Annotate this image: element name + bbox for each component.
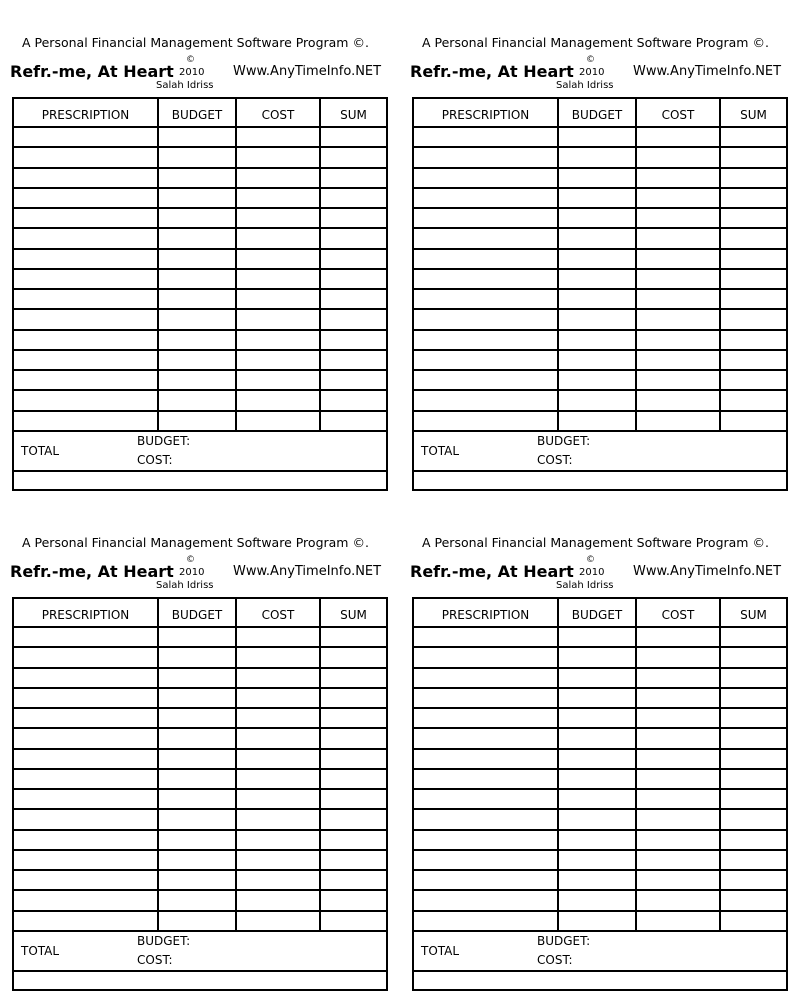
row-divider <box>14 167 386 169</box>
tagline: A Personal Financial Management Software Program ©. <box>422 35 769 50</box>
row-divider <box>414 889 786 891</box>
copyright-year: 2010 <box>579 67 605 78</box>
prescription-table <box>412 97 788 491</box>
author-name: Salah Idriss <box>156 580 214 591</box>
row-divider <box>14 329 386 331</box>
author-name: Salah Idriss <box>556 80 614 91</box>
column-header-prescription: PRESCRIPTION <box>41 108 130 122</box>
column-header-cost: COST <box>261 108 295 122</box>
row-divider <box>414 369 786 371</box>
copyright-symbol: © <box>586 555 595 565</box>
column-divider <box>719 99 721 432</box>
copyright-symbol: © <box>186 555 195 565</box>
app-title: Refr.-me, At Heart <box>10 562 174 581</box>
row-divider <box>414 268 786 270</box>
column-header-budget: BUDGET <box>571 608 623 622</box>
row-divider <box>14 808 386 810</box>
column-header-prescription: PRESCRIPTION <box>41 608 130 622</box>
row-divider <box>414 869 786 871</box>
app-title: Refr.-me, At Heart <box>410 62 574 81</box>
row-divider <box>14 349 386 351</box>
prescription-table <box>412 597 788 991</box>
column-divider <box>319 99 321 432</box>
header-divider <box>14 126 386 128</box>
total-budget-label: BUDGET: <box>137 434 191 448</box>
row-divider <box>414 748 786 750</box>
row-divider <box>14 687 386 689</box>
footer-strip-divider <box>414 970 786 972</box>
column-header-budget: BUDGET <box>571 108 623 122</box>
column-divider <box>635 599 637 932</box>
row-divider <box>414 707 786 709</box>
row-divider <box>414 727 786 729</box>
column-header-cost: COST <box>661 108 695 122</box>
row-divider <box>14 748 386 750</box>
row-divider <box>414 687 786 689</box>
row-divider <box>414 667 786 669</box>
row-divider <box>14 227 386 229</box>
total-label: TOTAL <box>421 444 460 458</box>
row-divider <box>414 308 786 310</box>
website-url: Www.AnyTimeInfo.NET <box>633 64 782 79</box>
row-divider <box>14 146 386 148</box>
row-divider <box>414 829 786 831</box>
column-divider <box>235 99 237 432</box>
column-divider <box>157 99 159 432</box>
website-url: Www.AnyTimeInfo.NET <box>233 564 382 579</box>
budget-card-top-right <box>410 30 790 500</box>
row-divider <box>14 849 386 851</box>
row-divider <box>14 207 386 209</box>
website-url: Www.AnyTimeInfo.NET <box>633 564 782 579</box>
footer-strip-divider <box>14 470 386 472</box>
column-divider <box>319 599 321 932</box>
column-header-cost: COST <box>661 608 695 622</box>
row-divider <box>414 410 786 412</box>
row-divider <box>414 389 786 391</box>
copyright-symbol: © <box>586 55 595 65</box>
total-budget-label: BUDGET: <box>137 934 191 948</box>
copyright-year: 2010 <box>179 67 205 78</box>
row-divider <box>414 808 786 810</box>
column-header-prescription: PRESCRIPTION <box>441 608 530 622</box>
row-divider <box>14 889 386 891</box>
footer-strip-divider <box>414 470 786 472</box>
row-divider <box>14 389 386 391</box>
app-title: Refr.-me, At Heart <box>10 62 174 81</box>
copyright-year: 2010 <box>579 567 605 578</box>
copyright-symbol: © <box>186 55 195 65</box>
author-name: Salah Idriss <box>156 80 214 91</box>
footer-strip-divider <box>14 970 386 972</box>
column-divider <box>557 599 559 932</box>
row-divider <box>14 829 386 831</box>
footer-divider <box>414 930 786 932</box>
total-budget-label: BUDGET: <box>537 934 591 948</box>
app-title: Refr.-me, At Heart <box>410 562 574 581</box>
row-divider <box>14 768 386 770</box>
website-url: Www.AnyTimeInfo.NET <box>233 64 382 79</box>
column-divider <box>719 599 721 932</box>
row-divider <box>414 167 786 169</box>
header-divider <box>14 626 386 628</box>
budget-card-bottom-right <box>410 530 790 1000</box>
total-cost-label: COST: <box>537 453 573 467</box>
row-divider <box>414 227 786 229</box>
column-header-sum: SUM <box>740 608 767 622</box>
column-header-budget: BUDGET <box>171 108 223 122</box>
prescription-table <box>12 597 388 991</box>
total-label: TOTAL <box>421 944 460 958</box>
header-divider <box>414 626 786 628</box>
total-cost-label: COST: <box>537 953 573 967</box>
footer-divider <box>14 930 386 932</box>
header-divider <box>414 126 786 128</box>
row-divider <box>414 329 786 331</box>
total-label: TOTAL <box>21 444 60 458</box>
total-budget-label: BUDGET: <box>537 434 591 448</box>
row-divider <box>14 910 386 912</box>
row-divider <box>14 667 386 669</box>
row-divider <box>14 869 386 871</box>
column-header-sum: SUM <box>340 608 367 622</box>
row-divider <box>14 308 386 310</box>
row-divider <box>14 410 386 412</box>
row-divider <box>414 288 786 290</box>
tagline: A Personal Financial Management Software Program ©. <box>22 35 369 50</box>
footer-divider <box>414 430 786 432</box>
row-divider <box>414 187 786 189</box>
row-divider <box>414 248 786 250</box>
row-divider <box>414 849 786 851</box>
prescription-table <box>12 97 388 491</box>
row-divider <box>14 788 386 790</box>
footer-divider <box>14 430 386 432</box>
row-divider <box>14 646 386 648</box>
row-divider <box>414 349 786 351</box>
budget-card-top-left <box>10 30 390 500</box>
column-divider <box>557 99 559 432</box>
row-divider <box>14 369 386 371</box>
total-cost-label: COST: <box>137 953 173 967</box>
column-header-cost: COST <box>261 608 295 622</box>
column-header-sum: SUM <box>340 108 367 122</box>
row-divider <box>14 727 386 729</box>
row-divider <box>414 207 786 209</box>
row-divider <box>14 268 386 270</box>
column-header-budget: BUDGET <box>171 608 223 622</box>
row-divider <box>14 187 386 189</box>
column-divider <box>235 599 237 932</box>
row-divider <box>14 288 386 290</box>
budget-card-bottom-left <box>10 530 390 1000</box>
column-header-sum: SUM <box>740 108 767 122</box>
column-divider <box>157 599 159 932</box>
tagline: A Personal Financial Management Software Program ©. <box>422 535 769 550</box>
total-label: TOTAL <box>21 944 60 958</box>
author-name: Salah Idriss <box>556 580 614 591</box>
copyright-year: 2010 <box>179 567 205 578</box>
tagline: A Personal Financial Management Software Program ©. <box>22 535 369 550</box>
row-divider <box>414 910 786 912</box>
row-divider <box>414 646 786 648</box>
row-divider <box>414 146 786 148</box>
column-divider <box>635 99 637 432</box>
column-header-prescription: PRESCRIPTION <box>441 108 530 122</box>
row-divider <box>14 707 386 709</box>
row-divider <box>414 788 786 790</box>
row-divider <box>14 248 386 250</box>
total-cost-label: COST: <box>137 453 173 467</box>
row-divider <box>414 768 786 770</box>
